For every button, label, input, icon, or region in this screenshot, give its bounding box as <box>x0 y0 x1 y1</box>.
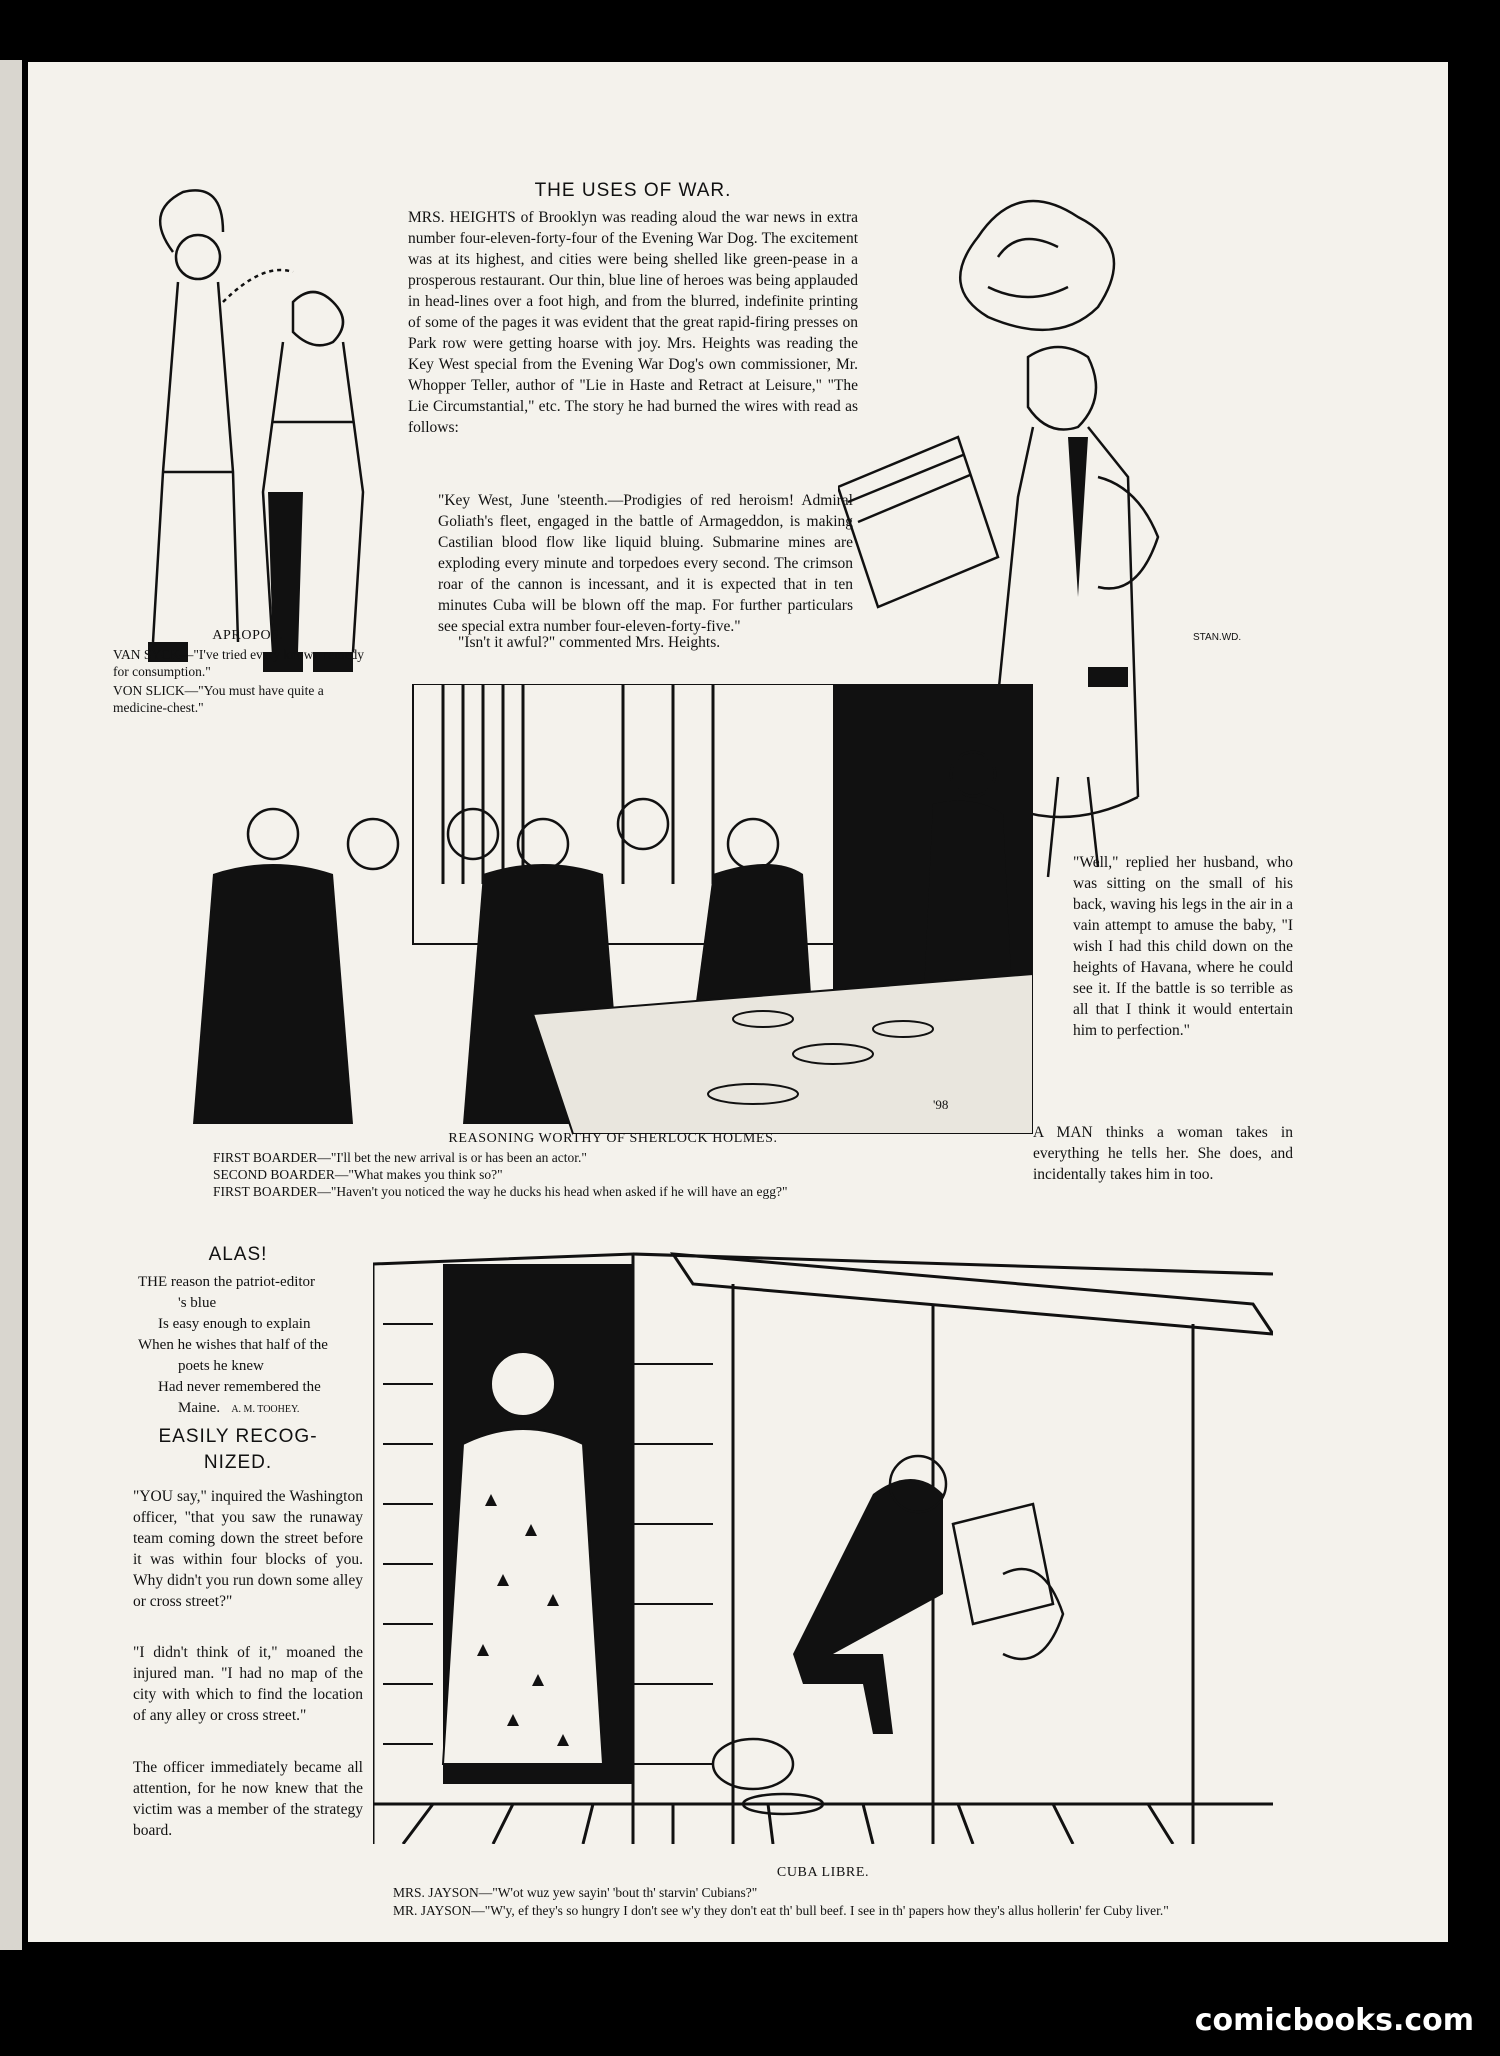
alas-line-2: 's blue <box>178 1295 217 1311</box>
alas-line-1: THE reason the patriot-editor <box>138 1274 316 1290</box>
cuba-libre-title: CUBA LIBRE. <box>776 1865 870 1880</box>
alas-title: ALAS! <box>208 1244 268 1265</box>
apropos-line-2: VON SLICK—"You must have quite a medicine-chest." <box>113 683 324 715</box>
alas-line-4: When he wishes that half of the <box>138 1337 328 1353</box>
cuba-libre-line-2: MR. JAYSON—"W'y, ef they's so hungry I don't see w'y they don't eat th' bull beef. I see in th' papers how they's allus hollerin' fer Cuby liver." <box>393 1903 1169 1918</box>
apropos-line-1: VAN SYCK—"I've tried every known remedy for consumption." <box>113 647 365 679</box>
alas-author: A. M. TOOHEY. <box>231 1404 300 1415</box>
alas-line-7-text: Maine. <box>178 1400 221 1416</box>
uses-of-war-paragraph-1: MRS. HEIGHTS of Brooklyn was reading aloud the war news in extra number four-eleven-forty-four of the Evening War Dog. The excitement was at its highest, and cities were being shelled like green-pease in a prosperous restaurant. Our thin, blue line of heroes was being applauded in head-lines over a foot high, and from the blurred, indefinite printing of some of the pages it was evident that the great rapid-firing presses on Park row were getting hoarse with joy. Mrs. Heights was reading the Key West special from the Evening War Dog's own commissioner, Mr. Whopper Teller, author of "Lie in Haste and Retract at Leisure," "The Lie Circumstantial," etc. The story he had burned the wires with read as follows: <box>408 209 858 436</box>
alas-line-3: Is easy enough to explain <box>158 1316 311 1332</box>
artist-signature: STAN.WD. <box>1193 632 1242 643</box>
man-thinks-paragraph: A MAN thinks a woman takes in everything he tells her. She does, and incidentally takes him in too. <box>1033 1124 1293 1183</box>
sherlock-line-1: FIRST BOARDER—"I'll bet the new arrival is or has been an actor." <box>213 1150 587 1165</box>
alas-poem <box>138 1272 368 1419</box>
easily-paragraph-3: The officer immediately became all attention, for he now knew that the victim was a member of the strategy board. <box>133 1759 363 1839</box>
alas-line-7 <box>138 1398 368 1419</box>
sherlock-illustration <box>153 684 1033 1134</box>
alas-line-5: poets he knew <box>178 1358 264 1374</box>
alas-line-6: Had never remembered the <box>158 1379 321 1395</box>
easily-paragraph-2: "I didn't think of it," moaned the injured man. "I had no map of the city with which to find the location of any alley or cross street." <box>133 1644 363 1724</box>
sherlock-line-3: FIRST BOARDER—"Haven't you noticed the way he ducks his head when asked if he will have an egg?" <box>213 1184 788 1199</box>
watermark-logo: comicbooks.com <box>1194 2003 1474 2038</box>
easily-title-2: NIZED. <box>203 1452 273 1473</box>
easily-title-1: EASILY RECOG- <box>158 1426 318 1447</box>
uses-of-war-title: THE USES OF WAR. <box>534 180 732 201</box>
sherlock-line-2: SECOND BOARDER—"What makes you think so?" <box>213 1167 503 1182</box>
uses-of-war-paragraph-2: "Key West, June 'steenth.—Prodigies of red heroism! Admiral Goliath's fleet, engaged in the battle of Armageddon, is making Castilian blood flow like liquid bluing. Submarine mines are exploding every minute and torpedoes every second. The crimson roar of the cannon is incessant, and it is expected that in ten minutes Cuba will be blown off the map. For further particulars see special extra number four-eleven-forty-five." <box>438 492 853 635</box>
apropos-title: APROPOS. <box>212 628 284 643</box>
sherlock-title: REASONING WORTHY OF SHERLOCK HOLMES. <box>448 1131 778 1146</box>
magazine-page <box>28 62 1448 1942</box>
husband-reply-paragraph: "Well," replied her husband, who was sitting on the small of his back, waving his legs in the air in a vain attempt to amuse the baby, "I wish I had this child down on the heights of Havana, where he could see it. If the battle is so terrible as all that I think it would entertain him to perfection." <box>1073 854 1293 1039</box>
sherlock-signature: '98 <box>933 1097 949 1112</box>
easily-paragraph-1: "YOU say," inquired the Washington officer, "that you saw the runaway team coming down the street before it was within four blocks of you. Why didn't you run down some alley or cross street?" <box>133 1488 363 1610</box>
apropos-illustration <box>123 172 383 692</box>
book-spine <box>0 60 22 1950</box>
cuba-libre-line-1: MRS. JAYSON—"W'ot wuz yew sayin' 'bout th' starvin' Cubians?" <box>393 1885 758 1900</box>
uses-of-war-paragraph-3: "Isn't it awful?" commented Mrs. Heights. <box>458 634 721 651</box>
cuba-libre-illustration <box>373 1244 1273 1844</box>
